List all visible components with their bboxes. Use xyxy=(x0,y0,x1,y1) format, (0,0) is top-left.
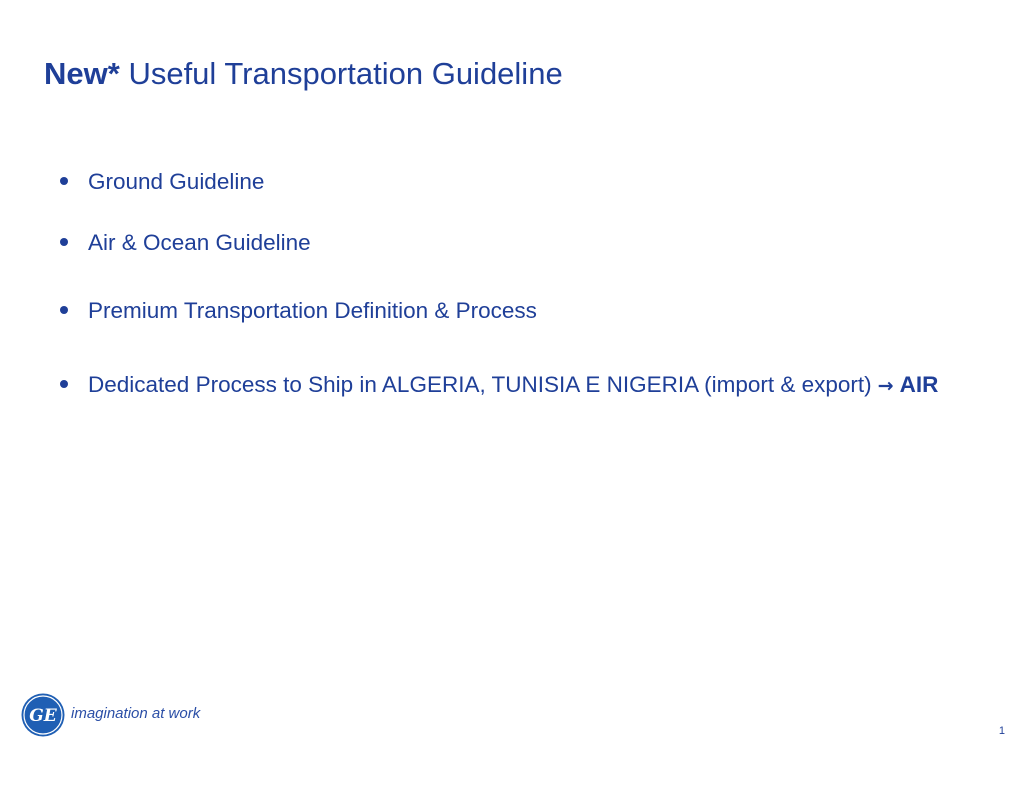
bullet-text: Premium Transportation Definition & Process xyxy=(88,298,537,323)
bullet-dot-icon xyxy=(60,238,68,246)
slide-title xyxy=(44,52,563,96)
bullet-text: Air & Ocean Guideline xyxy=(88,230,311,255)
bullet-item xyxy=(60,167,264,197)
title-highlight: New* xyxy=(44,56,120,91)
bullet-item xyxy=(60,370,938,401)
bullet-text: Dedicated Process to Ship in ALGERIA, TUNISIA E NIGERIA (import & export) xyxy=(88,372,872,397)
bullet-item xyxy=(60,296,537,326)
bullet-dot-icon xyxy=(60,380,68,388)
bullet-dot-icon xyxy=(60,177,68,185)
tagline: imagination at work xyxy=(71,705,201,722)
logo-text: GE xyxy=(29,706,57,726)
title-text: Useful Transportation Guideline xyxy=(128,56,563,91)
bullet-text: Ground Guideline xyxy=(88,169,265,194)
bullet-dot-icon xyxy=(60,306,68,314)
ge-logo xyxy=(21,693,65,737)
arrow-right-icon: → xyxy=(877,375,894,397)
page-number: 1 xyxy=(998,725,1005,737)
bullet-destination: AIR xyxy=(899,372,939,397)
bullet-item xyxy=(60,228,311,258)
